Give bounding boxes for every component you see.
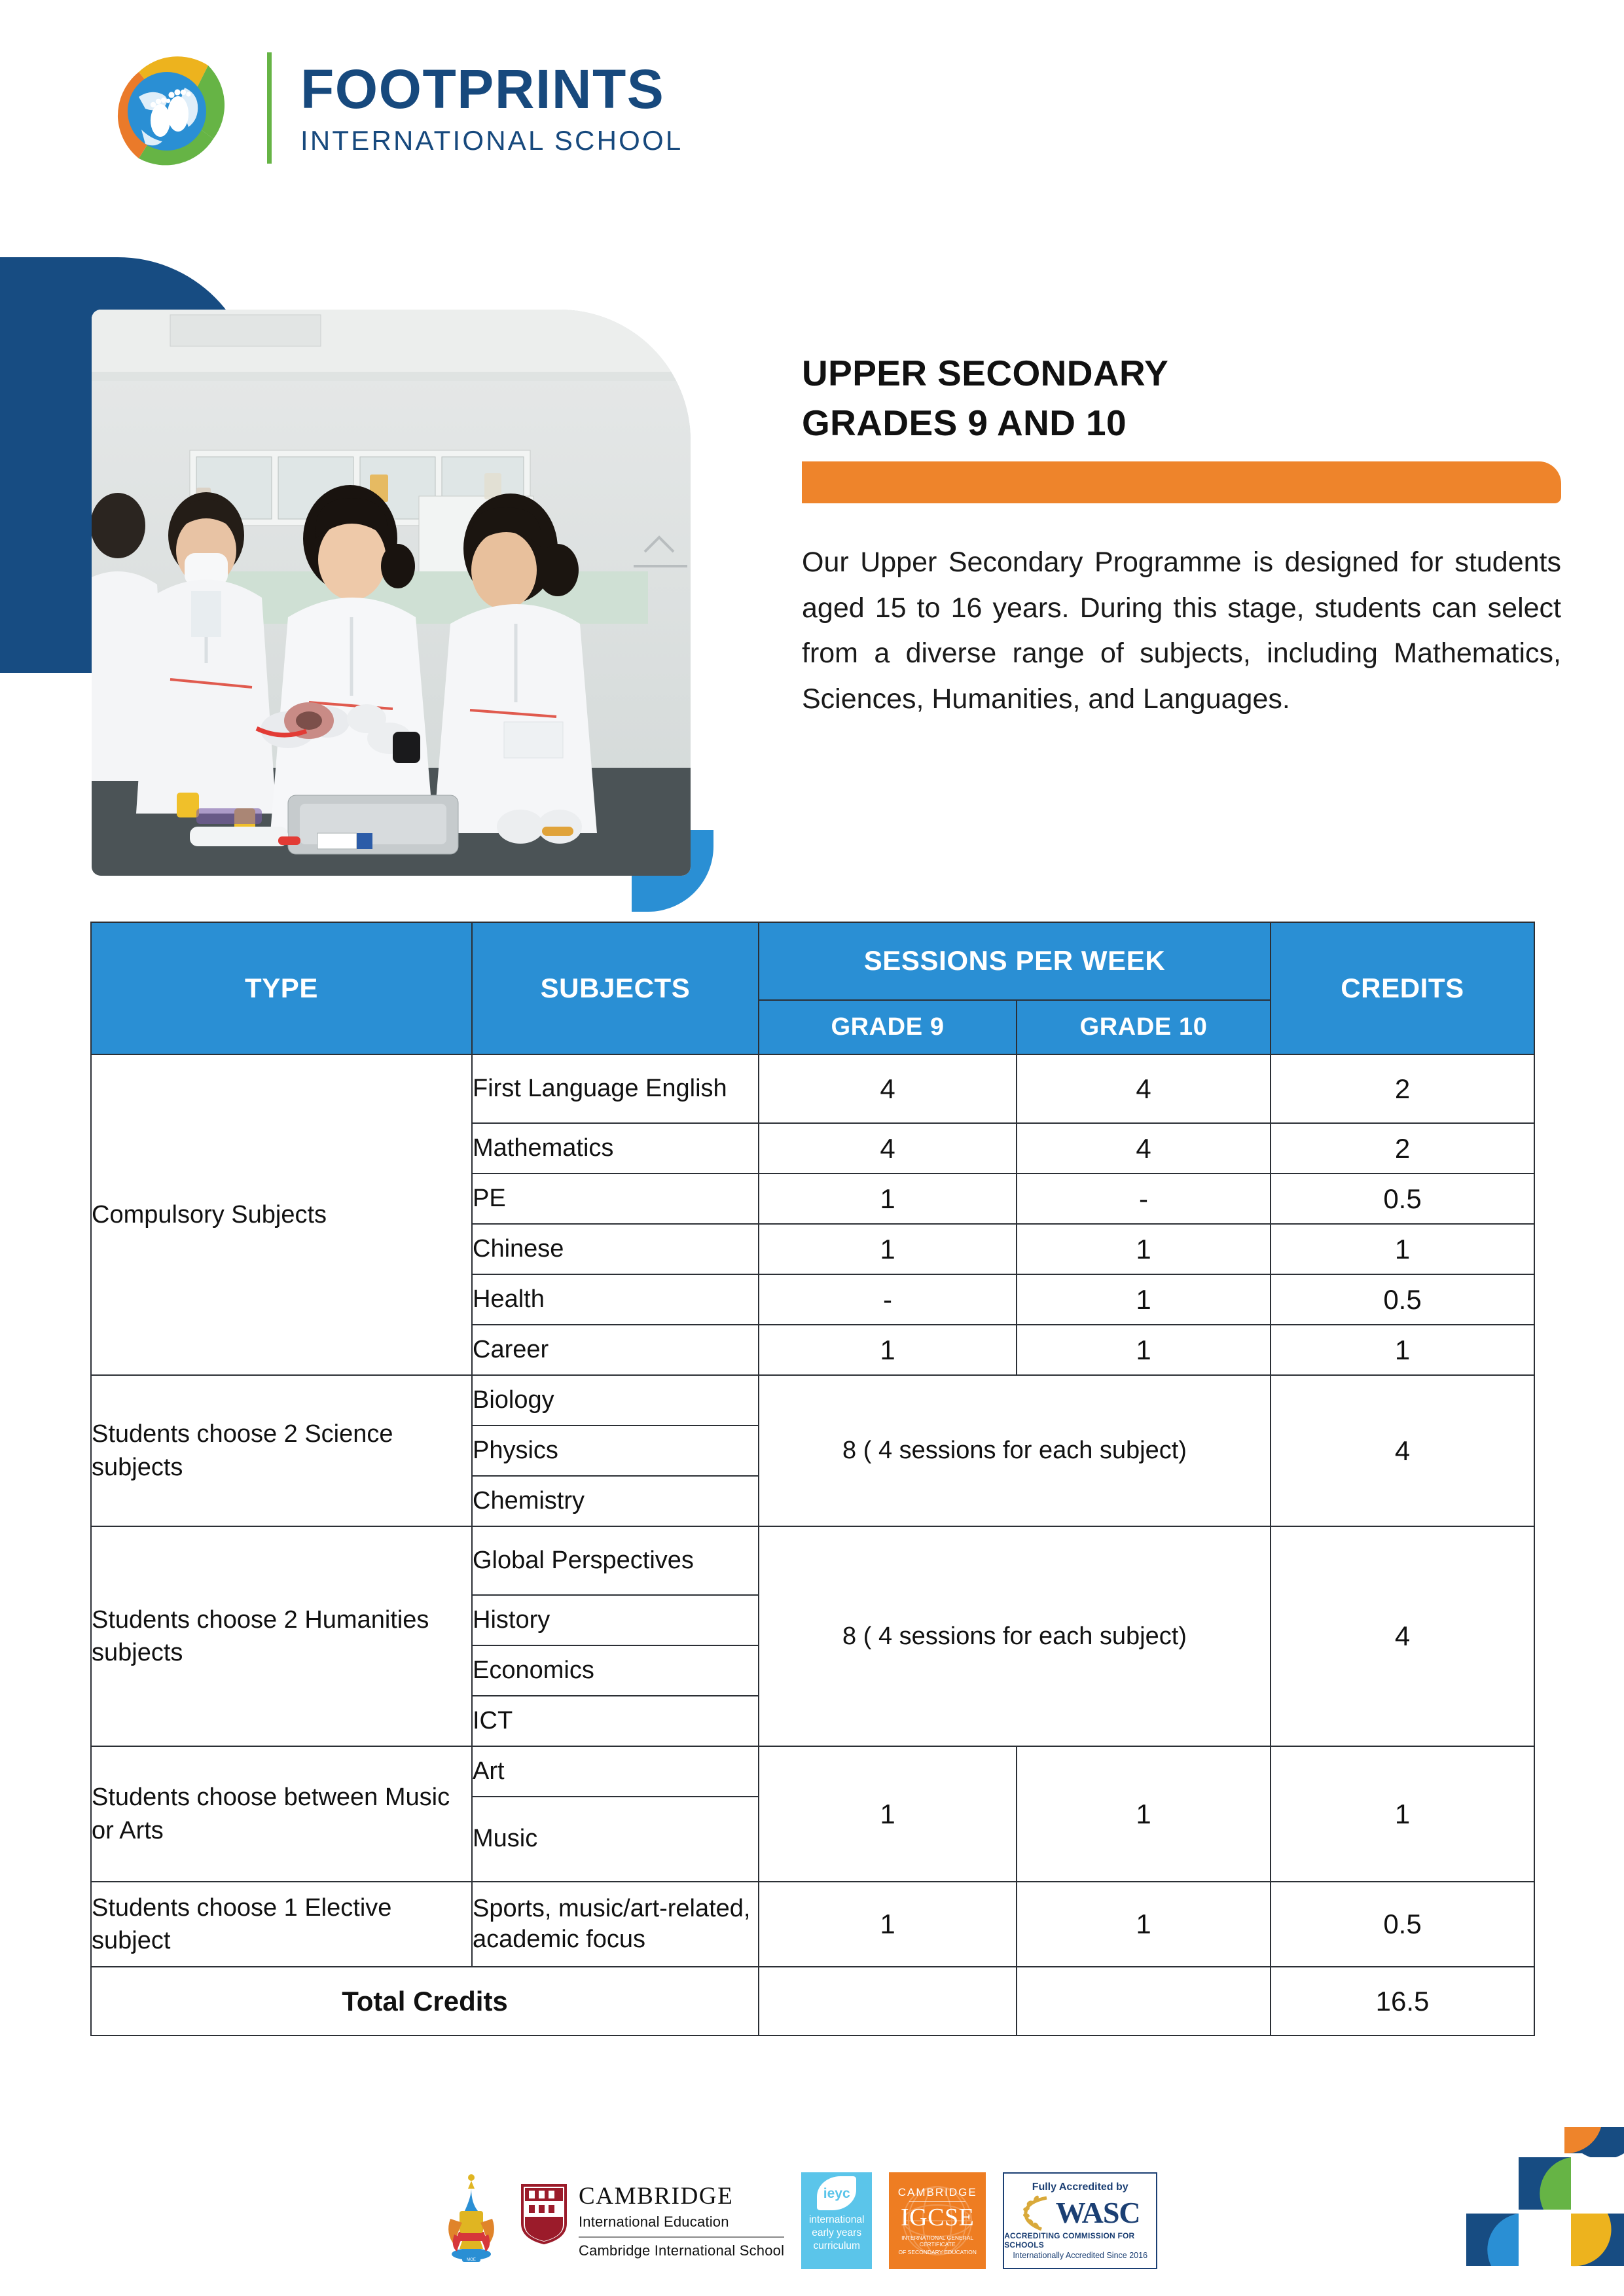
cambridge-line2: Cambridge International School: [579, 2242, 785, 2259]
table-row: [91, 1375, 1534, 1426]
subject-cell: Physics: [472, 1426, 759, 1476]
igcse-top-text: CAMBRIDGE: [897, 2185, 977, 2198]
footprints-logo-icon: [98, 41, 249, 175]
corner-decoration: [1434, 2127, 1624, 2296]
group-type-humanities: Students choose 2 Humanities subjects: [91, 1526, 472, 1746]
ieyc-line3: curriculum: [813, 2240, 860, 2251]
header-credits: CREDITS: [1271, 922, 1534, 1054]
cambridge-igcse-logo: [889, 2172, 986, 2269]
curriculum-table-wrapper: [90, 922, 1534, 2036]
sessions-note-science: 8 ( 4 sessions for each subject): [759, 1375, 1271, 1526]
credits-cell: 1: [1271, 1224, 1534, 1274]
credits-cell: 0.5: [1271, 1882, 1534, 1967]
brand-title: FOOTPRINTS: [300, 58, 665, 120]
subject-cell: Economics: [472, 1645, 759, 1696]
cambridge-shield-icon: [520, 2183, 568, 2246]
grade9-cell: 1: [759, 1746, 1017, 1882]
grade9-cell: 1: [759, 1224, 1017, 1274]
page-title: [802, 349, 1574, 448]
subject-cell: Sports, music/art-related, academic focus: [472, 1882, 759, 1967]
total-credits-label: Total Credits: [91, 1967, 759, 2036]
subject-cell: ICT: [472, 1696, 759, 1746]
ieyc-logo: [801, 2172, 872, 2269]
subject-cell: Biology: [472, 1375, 759, 1426]
ieyc-leaf-icon: [817, 2176, 856, 2210]
group-type-compulsory: Compulsory Subjects: [91, 1054, 472, 1375]
accreditation-logos: [440, 2172, 1157, 2270]
credits-cell: 1: [1271, 1325, 1534, 1375]
cambridge-name: CAMBRIDGE: [579, 2182, 734, 2210]
credits-cell: 1: [1271, 1746, 1534, 1882]
subject-cell: Chinese: [472, 1224, 759, 1274]
grade9-cell: -: [759, 1274, 1017, 1325]
subject-cell: Global Perspectives: [472, 1526, 759, 1595]
page-title-line1: UPPER SECONDARY: [802, 353, 1169, 393]
programme-description: Our Upper Secondary Programme is designed for students aged 15 to 16 years. During this stage, students can select from a diverse range of subjects, including Mathematics, Sciences, Humanities, and Languages.: [802, 547, 1561, 715]
thai-ministry-emblem-icon: [440, 2172, 503, 2270]
grade10-cell: 1: [1017, 1882, 1271, 1967]
wasc-laurel-icon: [1020, 2194, 1055, 2231]
header-type: TYPE: [91, 922, 472, 1054]
subject-cell: PE: [472, 1174, 759, 1224]
grade10-cell: 4: [1017, 1123, 1271, 1174]
grade10-cell: 4: [1017, 1054, 1271, 1123]
igcse-bottom-line2: OF SECONDARY EDUCATION: [898, 2248, 977, 2255]
sessions-note-humanities: 8 ( 4 sessions for each subject): [759, 1526, 1271, 1746]
grade9-cell: 1: [759, 1174, 1017, 1224]
table-header-row: [91, 922, 1534, 1000]
table-row: [91, 1526, 1534, 1595]
brand-header: [98, 41, 683, 175]
header-sessions: SESSIONS PER WEEK: [759, 922, 1271, 1000]
group-type-science: Students choose 2 Science subjects: [91, 1375, 472, 1526]
subject-cell: Health: [472, 1274, 759, 1325]
table-row: [91, 1746, 1534, 1797]
grade9-cell: 1: [759, 1325, 1017, 1375]
ieyc-word: ieyc: [823, 2185, 850, 2201]
igcse-bottom-line1: INTERNATIONAL GENERAL CERTIFICATE: [901, 2234, 974, 2248]
cambridge-line1: International Education: [579, 2213, 729, 2230]
credits-cell: 4: [1271, 1526, 1534, 1746]
ieyc-line2: early years: [812, 2227, 862, 2238]
total-grade9-cell: [759, 1967, 1017, 2036]
subject-cell: Art: [472, 1746, 759, 1797]
subject-cell: First Language English: [472, 1054, 759, 1123]
subject-cell: Chemistry: [472, 1476, 759, 1526]
table-row: [91, 1882, 1534, 1967]
group-type-elective: Students choose 1 Elective subject: [91, 1882, 472, 1967]
subject-cell: Career: [472, 1325, 759, 1375]
brand-subtitle: INTERNATIONAL SCHOOL: [300, 124, 683, 156]
subject-cell: Music: [472, 1797, 759, 1882]
cambridge-international-education-logo: [520, 2183, 784, 2259]
total-grade10-cell: [1017, 1967, 1271, 2036]
table-total-row: [91, 1967, 1534, 2036]
hero-photo: [92, 310, 691, 876]
grade10-cell: 1: [1017, 1746, 1271, 1882]
table-row: [91, 1054, 1534, 1123]
grade10-cell: -: [1017, 1174, 1271, 1224]
credits-cell: 0.5: [1271, 1174, 1534, 1224]
wasc-logo: [1003, 2172, 1157, 2269]
subject-cell: Mathematics: [472, 1123, 759, 1174]
total-credits-value: 16.5: [1271, 1967, 1534, 2036]
ieyc-line1: international: [808, 2214, 865, 2225]
credits-cell: 2: [1271, 1054, 1534, 1123]
credits-cell: 2: [1271, 1123, 1534, 1174]
orange-accent-bar: [802, 461, 1561, 503]
wasc-commission-text: ACCREDITING COMMISSION FOR SCHOOLS: [1004, 2231, 1135, 2250]
group-type-arts: Students choose between Music or Arts: [91, 1746, 472, 1882]
logo-divider: [267, 52, 272, 164]
wasc-main-text: WASC: [1055, 2195, 1140, 2229]
subject-cell: History: [472, 1595, 759, 1645]
svg-text:MOE: MOE: [467, 2258, 476, 2262]
igcse-divider: [909, 2201, 965, 2202]
header-grade9: GRADE 9: [759, 1000, 1017, 1054]
wasc-since-text: Internationally Accredited Since 2016: [1013, 2251, 1148, 2260]
grade9-cell: 4: [759, 1054, 1017, 1123]
grade9-cell: 1: [759, 1882, 1017, 1967]
brand-wordmark: [300, 58, 683, 156]
page-title-line2: GRADES 9 AND 10: [802, 402, 1127, 443]
ieyc-caption: [809, 2214, 864, 2252]
credits-cell: 4: [1271, 1375, 1534, 1526]
header-grade10: GRADE 10: [1017, 1000, 1271, 1054]
igcse-main-text: IGCSE: [901, 2203, 975, 2231]
grade10-cell: 1: [1017, 1224, 1271, 1274]
grade10-cell: 1: [1017, 1325, 1271, 1375]
grade10-cell: 1: [1017, 1274, 1271, 1325]
wasc-mid-group: [1020, 2194, 1140, 2231]
curriculum-table: [90, 922, 1535, 2036]
wasc-top-text: Fully Accredited by: [1032, 2181, 1128, 2193]
grade9-cell: 4: [759, 1123, 1017, 1174]
header-subjects: SUBJECTS: [472, 922, 759, 1054]
credits-cell: 0.5: [1271, 1274, 1534, 1325]
cambridge-divider: [579, 2236, 784, 2238]
